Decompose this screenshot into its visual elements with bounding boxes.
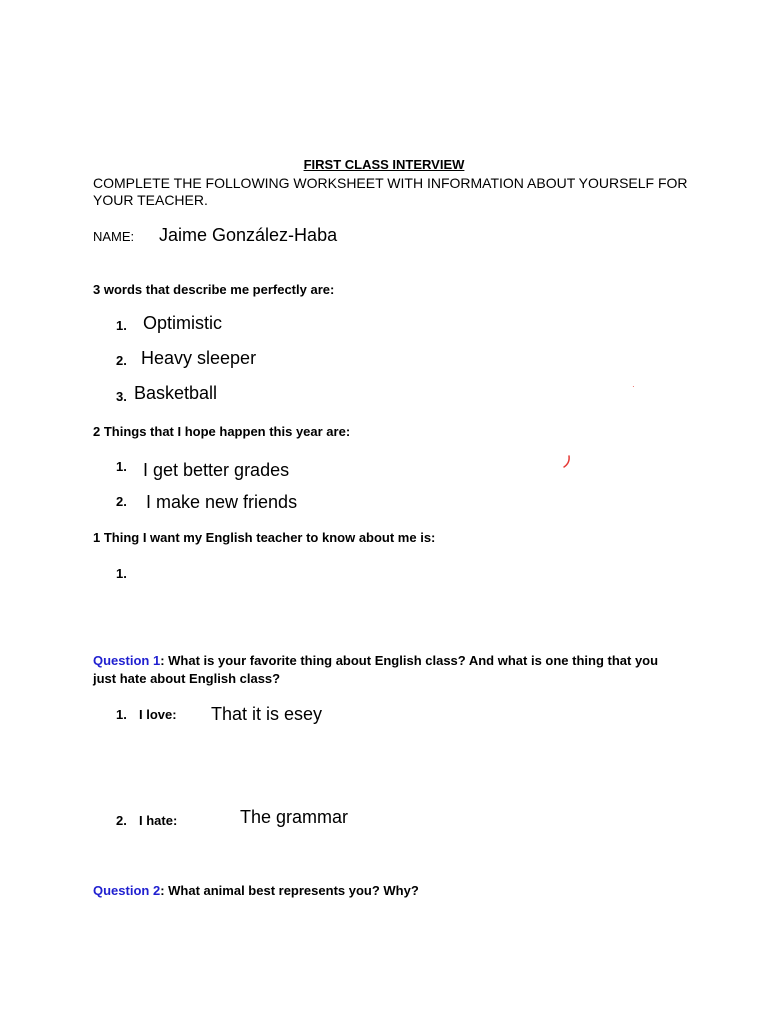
hate-label: I hate: (139, 813, 178, 828)
list-item-number: 1. (116, 318, 127, 333)
list-item-answer: I make new friends (146, 492, 298, 512)
question-1-text: : What is your favorite thing about English class? And what is one thing that you just hate about English class? (93, 653, 659, 686)
list-item-answer: I get better grades (143, 460, 290, 480)
list-item-number: 1. (116, 707, 127, 722)
list-item-answer: Optimistic (143, 313, 223, 333)
question-2-text: : What animal best represents you? Why? (160, 883, 419, 898)
list-item-number: 2. (116, 353, 127, 368)
question-1-label: Question 1 (93, 653, 161, 668)
list-item-number: 3. (116, 389, 127, 404)
section-heading-hopes: 2 Things that I hope happen this year are: (93, 424, 351, 439)
hate-answer: The grammar (240, 807, 349, 827)
worksheet-title: FIRST CLASS INTERVIEW (303, 157, 465, 172)
teacher-check-mark (561, 454, 573, 470)
list-item-number: 1. (116, 459, 127, 474)
name-value: Jaime González-Haba (159, 225, 338, 245)
question-1 (93, 652, 673, 688)
love-answer: That it is esey (211, 704, 323, 724)
question-2-label: Question 2 (93, 883, 161, 898)
list-item-number: 1. (116, 566, 127, 581)
list-item-number: 2. (116, 494, 127, 509)
name-label: NAME: (93, 229, 135, 244)
question-2 (93, 882, 673, 900)
list-item-answer: Basketball (134, 383, 218, 403)
instructions-text: COMPLETE THE FOLLOWING WORKSHEET WITH INFORMATION ABOUT YOURSELF FOR YOUR TEACHER. (93, 175, 688, 208)
teacher-mark-dot: · (632, 382, 635, 391)
list-item-number: 2. (116, 813, 127, 828)
section-heading-teacher: 1 Thing I want my English teacher to know about me is: (93, 530, 436, 545)
section-heading-words: 3 words that describe me perfectly are: (93, 282, 335, 297)
love-label: I love: (139, 707, 177, 722)
list-item-answer: Heavy sleeper (141, 348, 257, 368)
